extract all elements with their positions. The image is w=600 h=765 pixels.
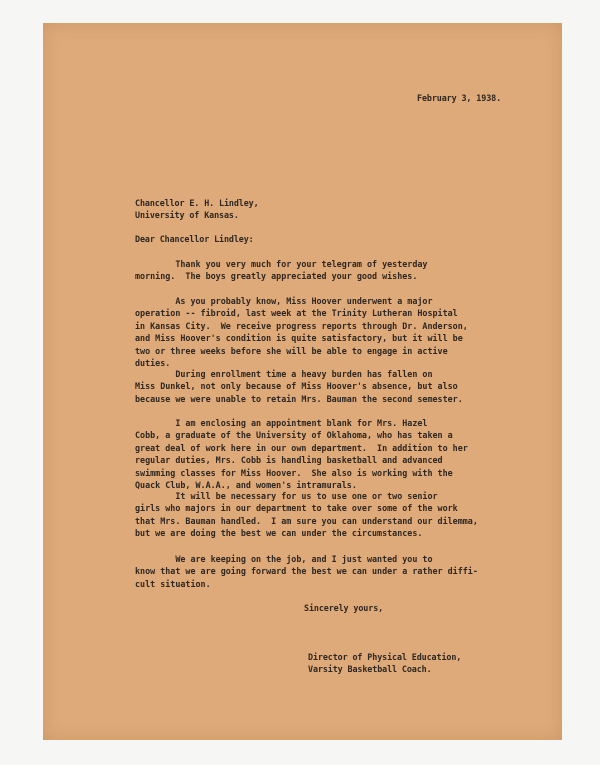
paragraph-6: We are keeping on the job, and I just wanted you to know that we are going forward the best we can under a rather diffi- cult situation.: [135, 554, 478, 589]
signature-title-2: Varsity Basketball Coach.: [308, 664, 432, 674]
recipient-institution: University of Kansas.: [135, 210, 239, 220]
paragraph-2: As you probably know, Miss Hoover underwent a major operation -- fibroid, last week at the Trinity Lutheran Hospital in Kansas City. We receive progress reports through Dr. Anderson, and Miss Hoover's condition is quite satisfactory, but it will be two or three weeks before she will be able to engage in active duties.: [135, 296, 468, 369]
paragraph-5: It will be necessary for us to use one or two senior girls who majors in our department to take over some of the work that Mrs. Bauman handled. I am sure you can understand our dilemma, but we are doing the best we can under the circumstances.: [135, 491, 478, 539]
salutation: Dear Chancellor Lindley:: [135, 234, 254, 244]
paragraph-1: Thank you very much for your telegram of yesterday morning. The boys greatly appreciated your good wishes.: [135, 259, 428, 282]
paragraph-3: During enrollment time a heavy burden has fallen on Miss Dunkel, not only because of Miss Hoover's absence, but also because we were unable to retain Mrs. Bauman the second semester.: [135, 369, 463, 404]
letter-date: February 3, 1938.: [417, 93, 502, 103]
recipient-name: Chancellor E. H. Lindley,: [135, 198, 259, 208]
signature-title-1: Director of Physical Education,: [308, 652, 462, 662]
closing: Sincerely yours,: [304, 603, 384, 613]
letter-paper: [43, 23, 562, 740]
paragraph-4: I am enclosing an appointment blank for Mrs. Hazel Cobb, a graduate of the University of Oklahoma, who has taken a great deal of work here in our own department. In addition to her regular duties, Mrs. Cobb is handling basketball and advanced swimming classes for Miss Hoover. She also is working with the Quack Club, W.A.A., and women's intramurals.: [135, 418, 468, 491]
